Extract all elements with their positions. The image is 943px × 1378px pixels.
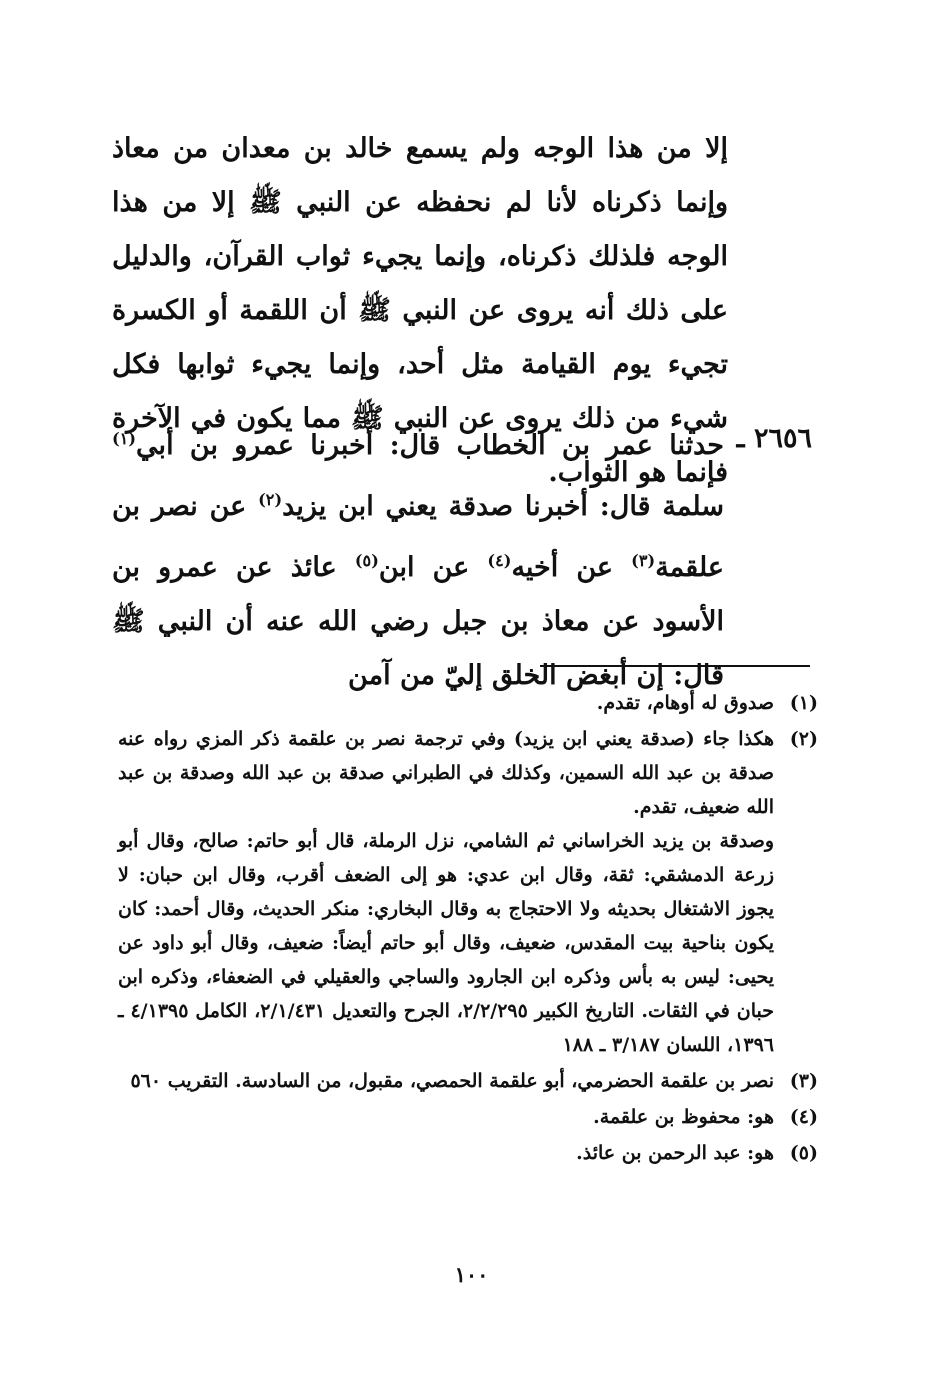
footnote-marker[interactable]: (٥)	[354, 551, 379, 570]
footnote-number: (٤)	[789, 1106, 818, 1128]
footnote-1	[118, 686, 818, 720]
hadith-text-segment: سلمة قال: أخبرنا صدقة يعني ابن يزيد	[282, 491, 724, 522]
footnote-number: (٢)	[789, 728, 818, 750]
footnote-5	[118, 1136, 818, 1170]
footnote-marker[interactable]: (١)	[112, 429, 137, 448]
footnote-text: هو: محفوظ بن علقمة.	[593, 1106, 774, 1128]
footnote-text: وصدقة بن يزيد الخراساني ثم الشامي، نزل الرملة، قال أبو حاتم: صالح، وقال أبو زرعة الدمشقي: ثقة، وقال ابن عدي: هو إلى الضعف أقرب، وقال ابن حبان: لا يجوز الاشتغال بحديثه ولا الاحتجاج به وقال البخاري: منكر الحديث، وقال أحمد: كان يكون بناحية بيت المقدس، ضعيف، وقال أبو حاتم أيضاً: ضعيف، وقال أبو داود عن يحيى: ليس به بأس وذكره ابن الجارود والساجي والعقيلي في الضعفاء، وذكره ابن حبان في الثقات. التاريخ الكبير ٢/٢/٢٩٥، الجرح والتعديل ٢/١/٤٣١، الكامل ٤/١٣٩٥ ـ ١٣٩٦، اللسان ٣/١٨٧ ـ ١٨٨	[118, 830, 775, 1056]
hadith-entry	[112, 412, 812, 703]
hadith-text-segment: عن ابن	[378, 552, 488, 583]
footnote-text: نصر بن علقمة الحضرمي، أبو علقمة الحمصي، مقبول، من السادسة. التقريب ٥٦٠	[130, 1070, 774, 1092]
hadith-text-segment: حدثنا عمر بن الخطاب قال: أخبرنا عمرو بن أبي	[136, 430, 724, 461]
footnote-number: (٥)	[789, 1142, 818, 1164]
hadith-text-segment: عائذ عن عمرو بن الأسود عن معاذ بن جبل رضي الله عنه أن النبي ﷺ قال: إن أبغض الخلق إليّ من آمن	[112, 552, 724, 691]
footnote-4	[118, 1100, 818, 1134]
footnote-number: (٣)	[789, 1070, 818, 1092]
footnote-marker[interactable]: (٤)	[487, 551, 512, 570]
hadith-number: ٢٦٥٦ ـ	[736, 423, 812, 454]
main-paragraph: إلا من هذا الوجه ولم يسمع خالد بن معدان من معاذ وإنما ذكرناه لأنا لم نحفظه عن النبي ﷺ إلا من هذا الوجه فلذلك ذكرناه، وإنما يجيء ثواب القرآن، والدليل على ذلك أنه يروى عن النبي ﷺ أن اللقمة أو الكسرة تجيء يوم القيامة مثل أحد، وإنما يجيء ثوابها فكل شيء من ذلك يروى عن النبي ﷺ مما يكون في الآخرة فإنما هو الثواب.	[112, 133, 728, 488]
hadith-text-segment: عن نصر بن علقمة	[112, 491, 724, 583]
footnote-marker[interactable]: (٣)	[631, 551, 656, 570]
footnote-3	[118, 1064, 818, 1098]
footnote-2	[118, 722, 818, 1062]
footnote-text: هو: عبد الرحمن بن عائذ.	[576, 1142, 774, 1164]
footnote-marker[interactable]: (٢)	[258, 490, 283, 509]
page-number: ١٠٠	[454, 1262, 489, 1287]
footnote-number: (١)	[789, 692, 818, 714]
footnote-text: هكذا جاء (صدقة يعني ابن يزيد) وفي ترجمة نصر بن علقمة ذكر المزي رواه عنه صدقة بن عبد الله السمين، وكذلك في الطبراني صدقة بن عبد الله وصدقة بن عبد الله ضعيف، تقدم.	[118, 728, 774, 818]
hadith-text	[112, 412, 724, 703]
hadith-text-segment: عن أخيه	[511, 552, 632, 583]
footnote-separator	[540, 665, 810, 667]
footnotes	[118, 686, 818, 1172]
footnote-text: صدوق له أوهام، تقدم.	[596, 692, 774, 714]
